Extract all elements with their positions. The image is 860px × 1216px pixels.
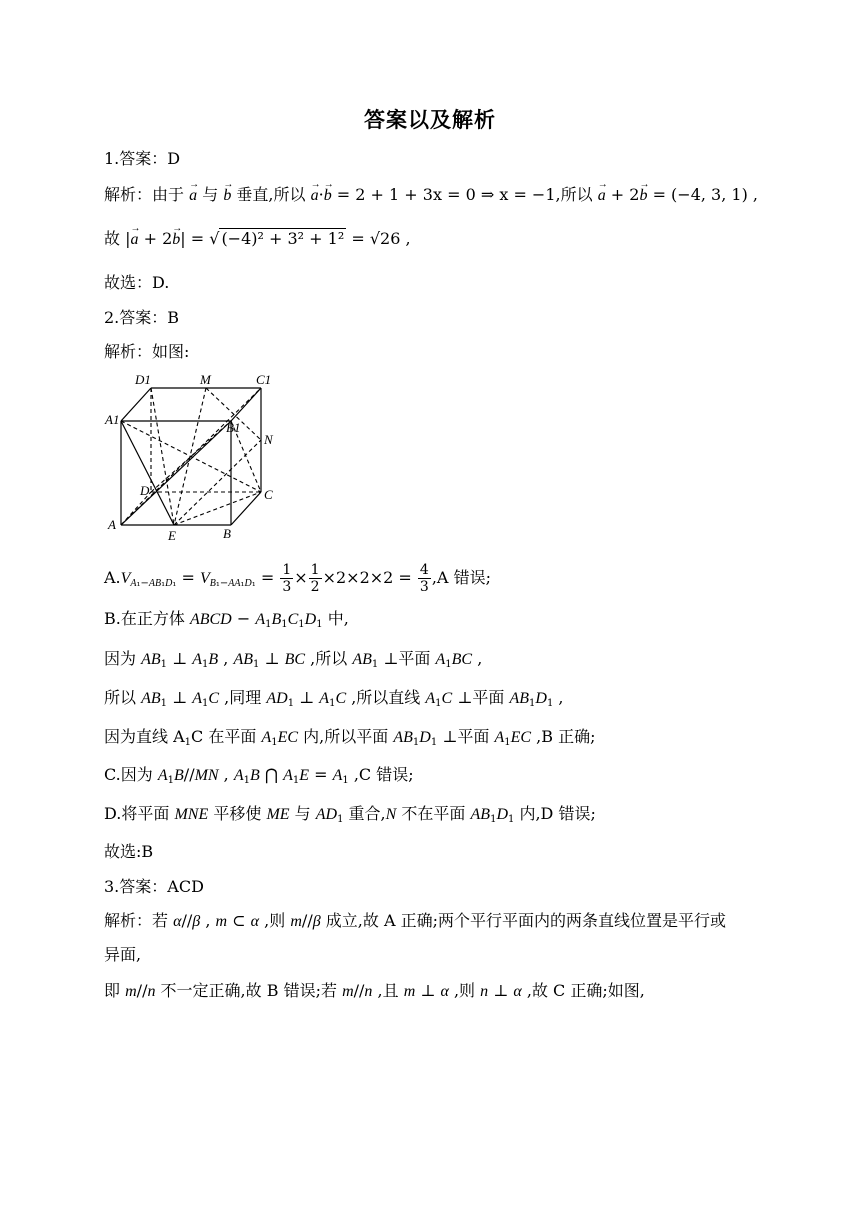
q1-solution-line1: 解析：由于 → a 与 → b 垂直,所以 → a·→ b = 2 + 1 + 3x = 0 ⇒ x = −1,所以 → a + 2→ b = (−4, 3, 1) , <box>104 184 758 207</box>
label-M: M <box>200 372 211 387</box>
q2-option-b-line1: B.在正方体 ABCD − $A_1B_1C_1D_1$ 中, <box>104 609 349 630</box>
label-A: A <box>108 517 116 532</box>
q3-answer: 3.答案：ACD <box>104 877 204 896</box>
q2-option-d: D.将平面 MNE 平移使 ME 与 $AD_1$ 重合,N 不在平面 $AB_1D_1$ 内,D 错误; <box>104 804 596 825</box>
label-E: E <box>168 528 176 543</box>
q2-option-b-line4: 因为直线 $A_1C$ 在平面 $A_1EC$ 内,所以平面 $AB_1D_1$ ⊥平面 $A_1EC$ ,B 正确; <box>104 727 596 748</box>
q2-option-b-line3: 所以 $AB_1$ ⊥ $A_1C$ ,同理 $AD_1$ ⊥ $A_1C$ ,所以直线 $A_1C$ ⊥平面 $AB_1D_1$ , <box>104 688 564 709</box>
q2-option-a: $A.V_{A_1-AB_1D_1} = V_{B_1-AA_1D_1}$ = $\frac{1}{3}$ × $\frac{1}{2}$ ×2×2×2 = $\frac{4}{3}$ ,A 错误; <box>104 562 491 595</box>
page-title: 答案以及解析 <box>364 107 496 132</box>
label-A1: A1 <box>105 412 120 427</box>
label-D: D <box>140 483 150 498</box>
label-B: B <box>223 526 231 541</box>
cube-figure <box>104 368 284 544</box>
q1-solution-line2: 故 |→ a + 2→ b| = √ (−4)² + 3² + 1² = √26 , <box>104 228 411 251</box>
q3-solution-line3: 即 m//n 不一定正确,故 B 错误;若 m//n ,且 m ⊥ α ,则 n ⊥ α ,故 C 正确;如图, <box>104 981 645 1000</box>
q2-option-c: C.因为 $A_1B//MN$ , $A_1B$ ⋂ $A_1E = A_1$ ,C 错误; <box>104 765 414 786</box>
label-B1: B1 <box>226 420 241 435</box>
q2-solution-intro: 解析：如图: <box>104 342 190 361</box>
q1-answer: 1.答案：D <box>104 149 181 168</box>
q3-solution-line1: 解析：若 α//β , m ⊂ α ,则 m//β 成立,故 A 正确;两个平行平面内的两条直线位置是平行或 <box>104 911 726 930</box>
label-C1: C1 <box>256 372 272 387</box>
q3-solution-line2: 异面, <box>104 945 142 964</box>
label-N: N <box>264 432 273 447</box>
q2-option-b-line2: 因为 $AB_1$ ⊥ $A_1B$ , $AB_1$ ⊥ BC ,所以 $AB_1$ ⊥平面 $A_1BC$ , <box>104 649 483 670</box>
label-C: C <box>264 487 273 502</box>
label-D1: D1 <box>135 372 151 387</box>
q2-answer: 2.答案：B <box>104 308 180 327</box>
q1-choose: 故选：D. <box>104 273 170 292</box>
q2-choose: 故选:B <box>104 842 154 861</box>
